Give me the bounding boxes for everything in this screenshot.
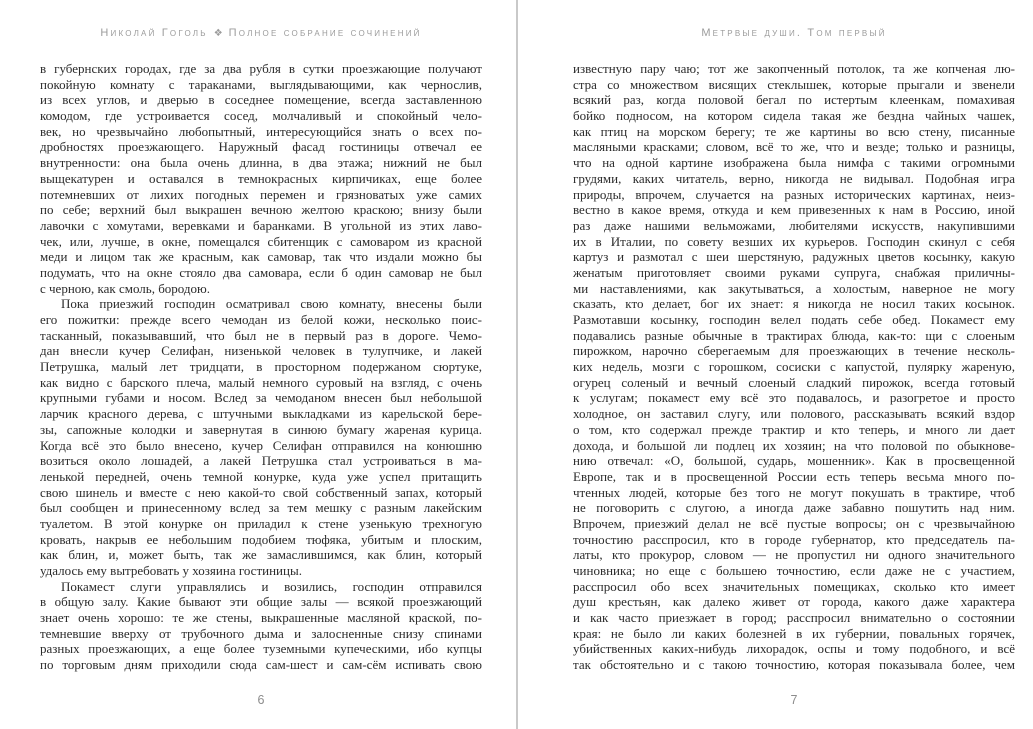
text-line: нию отвечал: «О, большой, сударь, мошенник». Как в просвещенной xyxy=(573,453,1015,469)
running-head-right xyxy=(573,27,1015,41)
text-line: ми наставлениями, как закутываться, а холостым, наверное не могу xyxy=(573,280,1015,296)
text-line: ких недель, мозги с горошком, сосиски с капустой, пулярку жареную, xyxy=(573,359,1015,375)
text-line: холодное, он заставил слугу, или полового, рассказывать всякий вздор xyxy=(573,406,1015,422)
text-line: так обстоятельно и с такою точностию, которая показывала более, чем xyxy=(573,657,1015,673)
text-line: к услугам; покамест ему всё это подавалось, и разогретое и просто xyxy=(573,390,1015,406)
text-line: его пожитки: прежде всего чемодан из белой кожи, несколько поис- xyxy=(40,312,482,327)
text-line: Петрушка, малый лет тридцати, в просторном подержаном сюртуке, xyxy=(40,359,482,375)
running-head-book-title: Метрвые души. Том первый xyxy=(701,27,887,39)
text-line: края: не было ли каких болезней в их губернии, повальных горячек, xyxy=(573,625,1015,641)
text-line: Пока приезжий господин осматривал свою комнату, внесены были xyxy=(61,296,482,312)
text-line: как видно с барского плеча, малый немного суровый на взгляд, с очень xyxy=(40,374,482,390)
text-line: выщекатурен и оставался в темнокрасных кирпичиках, еще более xyxy=(40,170,482,186)
text-line: вестно в какое время, откуда и кем привезенных к нам в Россию, иной xyxy=(573,202,1015,218)
text-line: чиновника; но еще с большею точностию, если даже не с участием, xyxy=(573,563,1015,578)
text-line: Покамест слуги управлялись и возились, господин отправился xyxy=(61,578,482,594)
text-line: свою шинель и вместе с нею какой-то свой собственный запах, который xyxy=(40,484,482,500)
running-head-left xyxy=(40,27,482,41)
text-line: меди и лицом так же красным, как самовар, так что издали можно бы xyxy=(40,249,482,265)
text-line: был сообщен и принесенному вслед за тем мешку с разным лакейским xyxy=(40,500,482,516)
text-line: комодом, где устроивается сосед, молчаливый и спокойный чело- xyxy=(40,108,482,124)
text-line: Размотавши косынку, господин велел подать себе обед. Покамест ему xyxy=(573,312,1015,327)
text-line: ларчик красного дерева, с штучными выкладками из карельской бере- xyxy=(40,406,482,422)
page-gutter-divider xyxy=(516,0,518,729)
text-line: всякий раз, когда половой бегал по истертым клеенкам, помахивая xyxy=(573,92,1015,108)
left-page-text xyxy=(40,61,482,673)
text-line: по торговым дням приходили сюда сам-шест и сам-сём испивать свою xyxy=(40,657,482,673)
text-line: чтенных людей, которые без того не могут покушать в трактире, чтоб xyxy=(573,484,1015,500)
text-line: с черною, как смоль, бородою. xyxy=(40,280,211,296)
text-line: по себе; верхний был выкрашен вечною желтою краскою; внизу были xyxy=(40,202,482,218)
text-line: дан внесли кучер Селифан, низенькой человек в тулупчике, и лакей xyxy=(40,343,482,359)
text-line: что на одной картине изображена была нимфа с такими огромными xyxy=(573,155,1015,171)
text-line: сказать, кто делает, бог их знает: я никогда не носил таких косынок. xyxy=(573,296,1015,312)
text-line: не поговорить с слугою, а иногда даже забавно пошутить над ним. xyxy=(573,500,1015,516)
text-line: Когда всё это было внесено, кучер Селифан отправился на конюшню xyxy=(40,437,482,453)
text-line: известную пару чаю; тот же закопченный потолок, та же копченая лю- xyxy=(573,61,1015,76)
text-line: внутренности: она была очень длинна, в два этажа; нижний не был xyxy=(40,155,482,171)
text-line: пирожком, нарочно сберегаемым для проезжающих в течение несколь- xyxy=(573,343,1015,359)
text-line: знает очень хорошо: те же стены, выкрашенные масляной краской, по- xyxy=(40,610,482,626)
text-line: как блин, и, может быть, так же замаслившимся, как блин, который xyxy=(40,547,482,563)
text-line: покойную комнату с тараканами, выглядывающими, как чернослив, xyxy=(40,76,482,92)
text-line: дохода, и большой ли подлец их хозяин; на что половой по обыкнове- xyxy=(573,437,1015,453)
text-line: зы, сапожные колодки и завернутая в синюю бумагу жареная курица. xyxy=(40,421,482,437)
text-line: в общую залу. Какие бывают эти общие залы — всякой проезжающий xyxy=(40,594,482,610)
text-line: лавочки с хомутами, веревками и баранками. В угольной из этих лаво- xyxy=(40,217,482,233)
text-line: Впрочем, приезжий делал не всё пустые вопросы; он с чрезвычайною xyxy=(573,515,1015,531)
text-line: потемневших от лихих погодных перемен и грязноватых уже самих xyxy=(40,186,482,202)
text-line: кровать, накрыв ее небольшим подобием тюфяка, убитым и плоским, xyxy=(40,531,482,547)
left-page-number: 6 xyxy=(257,693,265,707)
text-line: Европе, так и в просвещенной России есть теперь весьма много по- xyxy=(573,468,1015,484)
text-line: темневшие вверху от трубочного дыма и залосненные снизу спинами xyxy=(40,625,482,641)
text-line: латы, кто прокурор, словом — не пропустил ни одного значительного xyxy=(573,547,1015,563)
text-line: душ крестьян, как далеко живет от города, какого даже характера xyxy=(573,594,1015,610)
text-line: о том, кто содержал прежде трактир и кто теперь, и много ли дает xyxy=(573,421,1015,437)
text-line: из всех углов, и дверью в соседнее помещение, всегда заставленною xyxy=(40,92,482,108)
text-line: чек, или, лучше, в окне, помещался сбитенщик с самоваром из красной xyxy=(40,233,482,249)
text-line: век, но чрезвычайно любопытный, интересующийся знать о всех по- xyxy=(40,123,482,139)
running-head-author: Николай Гоголь xyxy=(100,27,208,39)
text-line: подавались разные обычные в трактирах блюда, как-то: щи с слоеным xyxy=(573,327,1015,343)
text-line: точностию расспросил, кто в городе губернатор, кто председатель па- xyxy=(573,531,1015,547)
text-line: дробностях проезжающего. Наружный фасад гостиницы отвечал ее xyxy=(40,139,482,155)
text-line: расспросил обо всех значительных помещиках, сколько кто имеет xyxy=(573,578,1015,594)
text-line: картуз и размотал с шеи шерстяную, радужных цветов косынку, какую xyxy=(573,249,1015,265)
text-line: природы, впрочем, случается на разных исторических картинах, неиз- xyxy=(573,186,1015,202)
text-line: возиться около лошадей, а лакей Петрушка стал устроиваться в ма- xyxy=(40,453,482,469)
text-line: как птиц на морском берегу; те же картины во всю стену, писанные xyxy=(573,123,1015,139)
text-line: и как часто приезжает в город; расспросил внимательно о состоянии xyxy=(573,610,1015,626)
text-line: в губернских городах, где за два рубля в сутки проезжающие получают xyxy=(40,61,482,76)
right-page-text xyxy=(573,61,1015,673)
text-line: женатым приготовляет своими руками супруга, снабжая приличны- xyxy=(573,264,1015,280)
text-line: разных проезжающих, а еще более туземными купеческими, ибо купцы xyxy=(40,641,482,657)
diamond-ornament-icon: ❖ xyxy=(213,28,223,39)
text-line: подумать, что на окне стояло два самовара, если б один самовар не был xyxy=(40,264,482,280)
text-line: удалось ему вытребовать у хозяина гостиницы. xyxy=(40,563,302,578)
text-line: туалетом. В этой конурке он приладил к стене узенькую трехногую xyxy=(40,515,482,531)
text-line: ленькой передней, очень темной конурке, куда уже успел притащить xyxy=(40,468,482,484)
text-line: раз даже нашими вельможами, любителями искусств, накупившими xyxy=(573,217,1015,233)
text-line: убийственных каких-нибудь лихорадок, оспы и тому подобного, и всё xyxy=(573,641,1015,657)
text-line: бойко подносом, на котором сидела такая же бездна чайных чашек, xyxy=(573,108,1015,124)
text-line: масляными красками; словом, всё то же, что и везде; только и разницы, xyxy=(573,139,1015,155)
text-line: стра со множеством висящих стеклышек, которые прыгали и звенели xyxy=(573,76,1015,92)
text-line: крупными губами и носом. Вслед за чемоданом внесен был небольшой xyxy=(40,390,482,406)
text-line: их в Италии, по совету везших их курьеров. Господин скинул с себя xyxy=(573,233,1015,249)
running-head-edition: Полное собрание сочинений xyxy=(228,27,422,39)
right-page-number: 7 xyxy=(790,693,798,707)
text-line: огурец соленый и вечный слоеный сладкий пирожок, всегда готовый xyxy=(573,374,1015,390)
text-line: грудями, каких читатель, верно, никогда не видывал. Подобная игра xyxy=(573,170,1015,186)
text-line: тасканный, показывавший, что был не в первый раз в дороге. Чемо- xyxy=(40,327,482,343)
